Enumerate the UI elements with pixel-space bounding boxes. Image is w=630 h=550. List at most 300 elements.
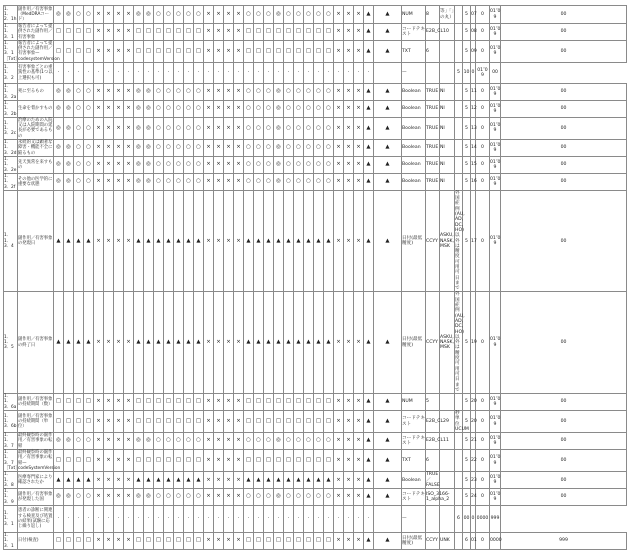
item-name: 副作用／有害事象の持続期間（数） <box>18 394 54 411</box>
num-5: 00 <box>501 173 627 190</box>
requirement-symbol: ▲ <box>74 190 84 292</box>
item-code: 1．1．3．2a <box>4 84 17 100</box>
requirement-symbol: × <box>104 411 114 433</box>
requirement-symbol: ○ <box>184 140 194 157</box>
requirement-symbol: ▲ <box>64 292 74 394</box>
requirement-symbol: ○ <box>84 433 94 450</box>
null-flavor: NI <box>440 117 455 139</box>
requirement-symbol: ○ <box>324 489 334 506</box>
requirement-symbol: ○ <box>154 489 164 506</box>
requirement-symbol: ◎ <box>134 100 144 117</box>
num-4: 01″0 9 <box>490 450 501 472</box>
requirement-symbol: ◎ <box>54 6 64 24</box>
num-3: 0 <box>476 157 490 174</box>
requirement-symbol: × <box>334 24 344 41</box>
requirement-symbol: × <box>234 173 244 190</box>
data-value: CCYY <box>426 190 440 292</box>
requirement-symbol: ○ <box>284 117 294 139</box>
requirement-symbol: ○ <box>184 157 194 174</box>
requirement-symbol: □ <box>154 533 164 550</box>
requirement-symbol: × <box>334 173 344 190</box>
num-1: 5 <box>463 292 471 394</box>
requirement-symbol: ◎ <box>134 140 144 157</box>
item-name: 最終観察時の副作用／有害事象の転帰—codeSystemVersion <box>18 450 61 471</box>
null-flavor: NI <box>440 140 455 157</box>
requirement-symbol: □ <box>64 40 74 62</box>
requirement-symbol: × <box>344 117 354 139</box>
requirement-symbol: ▲ <box>264 472 274 489</box>
requirement-symbol: ▲ <box>244 472 254 489</box>
requirement-symbol: × <box>234 100 244 117</box>
requirement-symbol: × <box>114 140 124 157</box>
requirement-symbol: □ <box>314 411 324 433</box>
num-1: 5 <box>463 433 471 450</box>
requirement-symbol: ○ <box>264 140 274 157</box>
table-row <box>4 450 627 472</box>
requirement-symbol: ○ <box>264 157 274 174</box>
requirement-symbol: × <box>94 157 104 174</box>
requirement-symbol: ▲ <box>324 292 334 394</box>
requirement-symbol: ○ <box>184 6 194 24</box>
requirement-symbol: ▲ <box>174 190 184 292</box>
item-name: その他の医学的に重要な状態 <box>18 173 54 190</box>
requirement-symbol: × <box>104 433 114 450</box>
requirement-symbol: × <box>354 24 364 41</box>
num-3: 0 <box>476 173 490 190</box>
requirement-symbol: ○ <box>184 173 194 190</box>
requirement-symbol: × <box>124 157 134 174</box>
requirement-symbol: × <box>334 117 344 139</box>
data-value: TRUE／FALSE <box>426 472 440 488</box>
num-3: 0 <box>476 24 490 41</box>
requirement-symbol: · <box>264 63 274 84</box>
requirement-symbol: □ <box>264 394 274 411</box>
requirement-symbol: ▲ <box>364 40 374 62</box>
requirement-symbol: · <box>334 506 344 533</box>
requirement-symbol: ○ <box>264 100 274 117</box>
requirement-symbol: ○ <box>264 173 274 190</box>
requirement-symbol: × <box>214 140 224 157</box>
requirement-symbol: × <box>204 173 214 190</box>
requirement-symbol: × <box>124 394 134 411</box>
requirement-symbol: □ <box>304 40 314 62</box>
requirement-symbol: × <box>334 394 344 411</box>
requirement-symbol: □ <box>164 24 174 41</box>
requirement-symbol: · <box>174 63 184 84</box>
requirement-symbol: ○ <box>304 433 314 450</box>
requirement-symbol: □ <box>164 394 174 411</box>
requirement-symbol: · <box>364 63 374 84</box>
requirement-symbol: ▲ <box>194 292 204 394</box>
null-flavor: UNK <box>440 533 455 550</box>
data-type: NUM <box>402 394 426 411</box>
num-5: 00 <box>501 411 627 433</box>
num-2: 01 <box>471 533 476 550</box>
requirement-symbol: × <box>234 394 244 411</box>
requirement-symbol: × <box>224 489 234 506</box>
requirement-symbol: ▲ <box>134 292 144 394</box>
requirement-symbol: × <box>204 433 214 450</box>
num-4: 0000 <box>476 506 490 533</box>
requirement-symbol: ○ <box>264 433 274 450</box>
requirement-symbol: □ <box>264 40 274 62</box>
requirement-symbol: ◎ <box>54 157 64 174</box>
requirement-symbol: ◎ <box>54 173 64 190</box>
requirement-symbol: × <box>114 100 124 117</box>
item-name: 報告者によって提供された副作用／有害事象 <box>18 24 53 40</box>
requirement-symbol: ○ <box>284 6 294 24</box>
requirement-symbol: □ <box>194 533 204 550</box>
requirement-symbol: × <box>114 40 124 62</box>
remarks <box>455 472 463 489</box>
data-type: 日付(最低精度) <box>402 190 426 292</box>
requirement-symbol: × <box>354 6 364 24</box>
requirement-symbol: □ <box>184 411 194 433</box>
requirement-symbol: □ <box>324 24 334 41</box>
requirement-symbol: ▲ <box>154 292 164 394</box>
requirement-symbol: × <box>204 411 214 433</box>
requirement-symbol: ○ <box>284 157 294 174</box>
num-1: 5 <box>455 63 463 84</box>
requirement-symbol: □ <box>324 450 334 472</box>
item-code: 1．1．3．6b <box>4 411 18 433</box>
requirement-symbol: ○ <box>164 117 174 139</box>
requirement-symbol: □ <box>274 533 284 550</box>
requirement-symbol: × <box>204 450 214 472</box>
requirement-symbol: ○ <box>314 433 324 450</box>
item-name: 生命を脅かすもの <box>18 100 54 117</box>
requirement-symbol: · <box>274 63 284 84</box>
requirement-symbol: × <box>94 533 104 550</box>
num-1: 6 <box>455 506 463 533</box>
requirement-symbol: ○ <box>154 173 164 190</box>
requirement-symbol: · <box>144 63 154 84</box>
requirement-symbol: □ <box>244 533 254 550</box>
item-code: 1．1．3．2f <box>4 173 18 190</box>
requirement-symbol: × <box>104 292 114 394</box>
requirement-symbol: ○ <box>304 84 314 101</box>
requirement-symbol: × <box>94 433 104 450</box>
data-type: 日付(最低精度) <box>402 533 426 550</box>
requirement-symbol: ○ <box>74 117 84 139</box>
requirement-symbol: ○ <box>154 6 164 24</box>
requirement-symbol: ▲ <box>374 411 402 433</box>
null-flavor <box>440 394 455 411</box>
item-code: 1．1．3．2 <box>4 63 18 84</box>
item-name: 永続的又は顕著な障害・機能不全に陥るもの <box>18 140 53 156</box>
num-2: 10 <box>463 63 471 84</box>
requirement-symbol: × <box>204 190 214 292</box>
requirement-symbol: ▲ <box>364 190 374 292</box>
requirement-symbol: × <box>344 40 354 62</box>
requirement-symbol: × <box>114 411 124 433</box>
requirement-symbol: □ <box>64 24 74 41</box>
requirement-symbol: × <box>114 84 124 101</box>
requirement-symbol: × <box>334 6 344 24</box>
data-type: 日付(最低精度) <box>402 292 426 394</box>
requirement-symbol: ○ <box>194 433 204 450</box>
requirement-symbol: ○ <box>154 140 164 157</box>
remarks <box>455 84 463 101</box>
data-value: TRUE <box>426 140 440 157</box>
requirement-symbol: ◎ <box>64 157 74 174</box>
num-2: 22 <box>471 450 476 472</box>
requirement-symbol: × <box>114 157 124 174</box>
requirement-symbol: · <box>244 63 254 84</box>
requirement-symbol: □ <box>284 394 294 411</box>
num-1: 5 <box>463 394 471 411</box>
requirement-symbol: □ <box>184 40 194 62</box>
requirement-symbol: · <box>54 63 64 84</box>
num-4: 01″0 9 <box>490 157 501 174</box>
item-name: 副作用／有害事象（MedDRAコード） <box>18 6 53 23</box>
num-2: 12 <box>471 100 476 117</box>
requirement-symbol: □ <box>264 533 274 550</box>
requirement-symbol: × <box>224 472 234 489</box>
num-5: 00 <box>501 24 627 41</box>
requirement-symbol: × <box>204 533 214 550</box>
requirement-symbol: □ <box>294 394 304 411</box>
requirement-symbol: · <box>224 63 234 84</box>
requirement-symbol: ○ <box>84 100 94 117</box>
null-flavor: ASKU, NASK, MSK <box>440 292 455 394</box>
requirement-symbol: ○ <box>324 157 334 174</box>
requirement-symbol: · <box>64 63 74 84</box>
num-5: 00 <box>501 394 627 411</box>
requirement-symbol: × <box>204 24 214 41</box>
requirement-symbol: × <box>104 472 114 489</box>
requirement-symbol: ○ <box>254 173 264 190</box>
requirement-symbol: ○ <box>194 140 204 157</box>
requirement-symbol: ▲ <box>374 489 402 506</box>
requirement-symbol: ▲ <box>154 190 164 292</box>
requirement-symbol: × <box>214 411 224 433</box>
num-4: 01″0 9 <box>490 84 501 101</box>
requirement-symbol: × <box>224 24 234 41</box>
requirement-symbol: ▲ <box>364 117 374 139</box>
requirement-symbol: × <box>354 450 364 472</box>
requirement-symbol: ▲ <box>304 292 314 394</box>
requirement-symbol: · <box>264 506 274 533</box>
requirement-symbol: ○ <box>294 433 304 450</box>
requirement-symbol: ▲ <box>174 472 184 489</box>
requirement-symbol: ○ <box>304 489 314 506</box>
requirement-symbol: × <box>234 472 244 489</box>
requirement-symbol: ○ <box>74 100 84 117</box>
num-4: 01″0 9 <box>476 63 490 84</box>
data-type <box>374 506 402 533</box>
requirement-symbol: ○ <box>254 140 264 157</box>
requirement-symbol: × <box>104 157 114 174</box>
requirement-symbol: × <box>114 190 124 292</box>
num-3: 0 <box>476 450 490 472</box>
num-1: 5 <box>463 117 471 139</box>
requirement-symbol: ○ <box>174 173 184 190</box>
requirement-symbol: ▲ <box>284 292 294 394</box>
requirement-symbol: ▲ <box>244 190 254 292</box>
requirement-symbol: ▲ <box>304 190 314 292</box>
num-5: 00 <box>501 433 627 450</box>
requirement-symbol: □ <box>184 533 194 550</box>
num-2: 20 <box>471 394 476 411</box>
remarks <box>455 117 463 139</box>
requirement-symbol: ○ <box>164 433 174 450</box>
requirement-symbol: ◎ <box>64 6 74 24</box>
requirement-symbol: × <box>344 140 354 157</box>
requirement-symbol: ○ <box>294 140 304 157</box>
requirement-symbol: · <box>164 506 174 533</box>
item-code: 1．1．3．2e <box>4 157 17 173</box>
num-3: 0 <box>476 117 490 139</box>
requirement-symbol: · <box>324 63 334 84</box>
requirement-symbol: ▲ <box>374 433 402 450</box>
requirement-symbol: × <box>214 84 224 101</box>
requirement-symbol: × <box>224 173 234 190</box>
requirement-symbol: ○ <box>184 489 194 506</box>
requirement-symbol: × <box>334 292 344 394</box>
requirement-symbol: ▲ <box>364 157 374 174</box>
requirement-symbol: · <box>234 506 244 533</box>
requirement-symbol: □ <box>174 24 184 41</box>
requirement-symbol: □ <box>274 450 284 472</box>
requirement-symbol: ○ <box>284 84 294 101</box>
requirement-symbol: × <box>124 433 134 450</box>
requirement-symbol: ○ <box>194 489 204 506</box>
requirement-symbol: ○ <box>154 84 164 101</box>
requirement-symbol: □ <box>164 533 174 550</box>
num-4: 01″0 9 <box>490 190 501 292</box>
num-5: 00 <box>501 140 627 157</box>
num-4: 01″0 9 <box>490 6 501 24</box>
requirement-symbol: ○ <box>244 117 254 139</box>
requirement-symbol: ○ <box>194 6 204 24</box>
item-code: 1．1．3．1 <box>4 506 18 533</box>
remarks <box>455 450 463 472</box>
requirement-symbol: □ <box>294 24 304 41</box>
requirement-symbol: ○ <box>314 489 324 506</box>
requirement-symbol: × <box>114 472 124 489</box>
requirement-symbol: ○ <box>254 433 264 450</box>
data-type: NUM <box>402 6 426 24</box>
requirement-symbol: × <box>94 6 104 24</box>
requirement-symbol: × <box>344 24 354 41</box>
num-1: 5 <box>463 40 471 62</box>
requirement-symbol: ◎ <box>144 117 154 139</box>
requirement-symbol: ○ <box>154 100 164 117</box>
requirement-symbol: × <box>94 173 104 190</box>
requirement-symbol: × <box>234 489 244 506</box>
requirement-symbol: □ <box>84 533 94 550</box>
requirement-symbol: ○ <box>174 6 184 24</box>
requirement-symbol: ▲ <box>374 173 402 190</box>
requirement-symbol: · <box>144 506 154 533</box>
requirement-symbol: × <box>94 24 104 41</box>
requirement-symbol: · <box>254 63 264 84</box>
data-value: TRUE <box>426 100 440 117</box>
requirement-symbol: ▲ <box>364 394 374 411</box>
requirement-symbol: · <box>114 63 124 84</box>
requirement-symbol: ○ <box>164 84 174 101</box>
requirement-symbol: × <box>214 533 224 550</box>
requirement-symbol: ○ <box>174 157 184 174</box>
requirement-symbol: □ <box>294 450 304 472</box>
requirement-symbol: · <box>84 63 94 84</box>
requirement-symbol: × <box>204 157 214 174</box>
null-flavor: NI <box>440 173 455 190</box>
requirement-symbol: × <box>334 190 344 292</box>
requirement-symbol: × <box>214 173 224 190</box>
requirement-symbol: □ <box>84 411 94 433</box>
data-type: TXT <box>402 450 426 472</box>
requirement-symbol: × <box>334 411 344 433</box>
requirement-symbol: □ <box>314 40 324 62</box>
requirement-symbol: × <box>344 533 354 550</box>
requirement-symbol: · <box>184 506 194 533</box>
num-1: 5 <box>463 472 471 489</box>
requirement-symbol: ○ <box>84 140 94 157</box>
requirement-symbol: ◎ <box>54 117 64 139</box>
data-value: E2B_CL10 <box>426 24 440 41</box>
requirement-symbol: × <box>124 292 134 394</box>
requirement-symbol: ▲ <box>294 190 304 292</box>
num-2: 16 <box>471 173 476 190</box>
requirement-symbol: □ <box>54 411 64 433</box>
requirement-symbol: □ <box>194 411 204 433</box>
requirement-symbol: · <box>194 63 204 84</box>
requirement-symbol: × <box>104 173 114 190</box>
item-code: 1．1．3．2d <box>4 140 17 156</box>
requirement-symbol: □ <box>264 450 274 472</box>
requirement-symbol: ▲ <box>374 40 402 62</box>
requirement-symbol: × <box>214 6 224 24</box>
num-5: 999 <box>490 506 501 533</box>
data-value: 6 <box>426 450 440 472</box>
requirement-symbol: ▲ <box>314 292 324 394</box>
requirement-symbol: □ <box>284 533 294 550</box>
data-value: — <box>402 506 426 533</box>
null-flavor: NI <box>440 100 455 117</box>
requirement-symbol: ○ <box>304 173 314 190</box>
requirement-symbol: ▲ <box>84 190 94 292</box>
requirement-symbol: ○ <box>84 6 94 24</box>
requirement-symbol: × <box>124 6 134 24</box>
requirement-symbol: ◎ <box>134 84 144 101</box>
requirement-symbol: × <box>224 100 234 117</box>
requirement-symbol: × <box>104 84 114 101</box>
requirement-symbol: □ <box>314 450 324 472</box>
data-type: コードテキスト <box>402 433 426 450</box>
requirement-symbol: ○ <box>284 489 294 506</box>
table-row <box>4 411 627 433</box>
num-2: 13 <box>471 117 476 139</box>
requirement-symbol: ○ <box>304 6 314 24</box>
table-row <box>4 84 627 101</box>
requirement-symbol: □ <box>74 24 84 41</box>
requirement-symbol: □ <box>254 533 264 550</box>
requirement-symbol: ▲ <box>364 472 374 489</box>
requirement-symbol: ▲ <box>364 140 374 157</box>
table-row <box>4 190 627 292</box>
requirement-symbol: ◎ <box>134 173 144 190</box>
requirement-symbol: □ <box>304 394 314 411</box>
requirement-symbol: ○ <box>254 6 264 24</box>
requirement-symbol: · <box>104 63 114 84</box>
null-flavor: NI <box>440 157 455 174</box>
num-4: 01″0 9 <box>490 173 501 190</box>
requirement-symbol: ○ <box>284 140 294 157</box>
requirement-symbol: × <box>354 533 364 550</box>
requirement-symbol: □ <box>84 450 94 472</box>
